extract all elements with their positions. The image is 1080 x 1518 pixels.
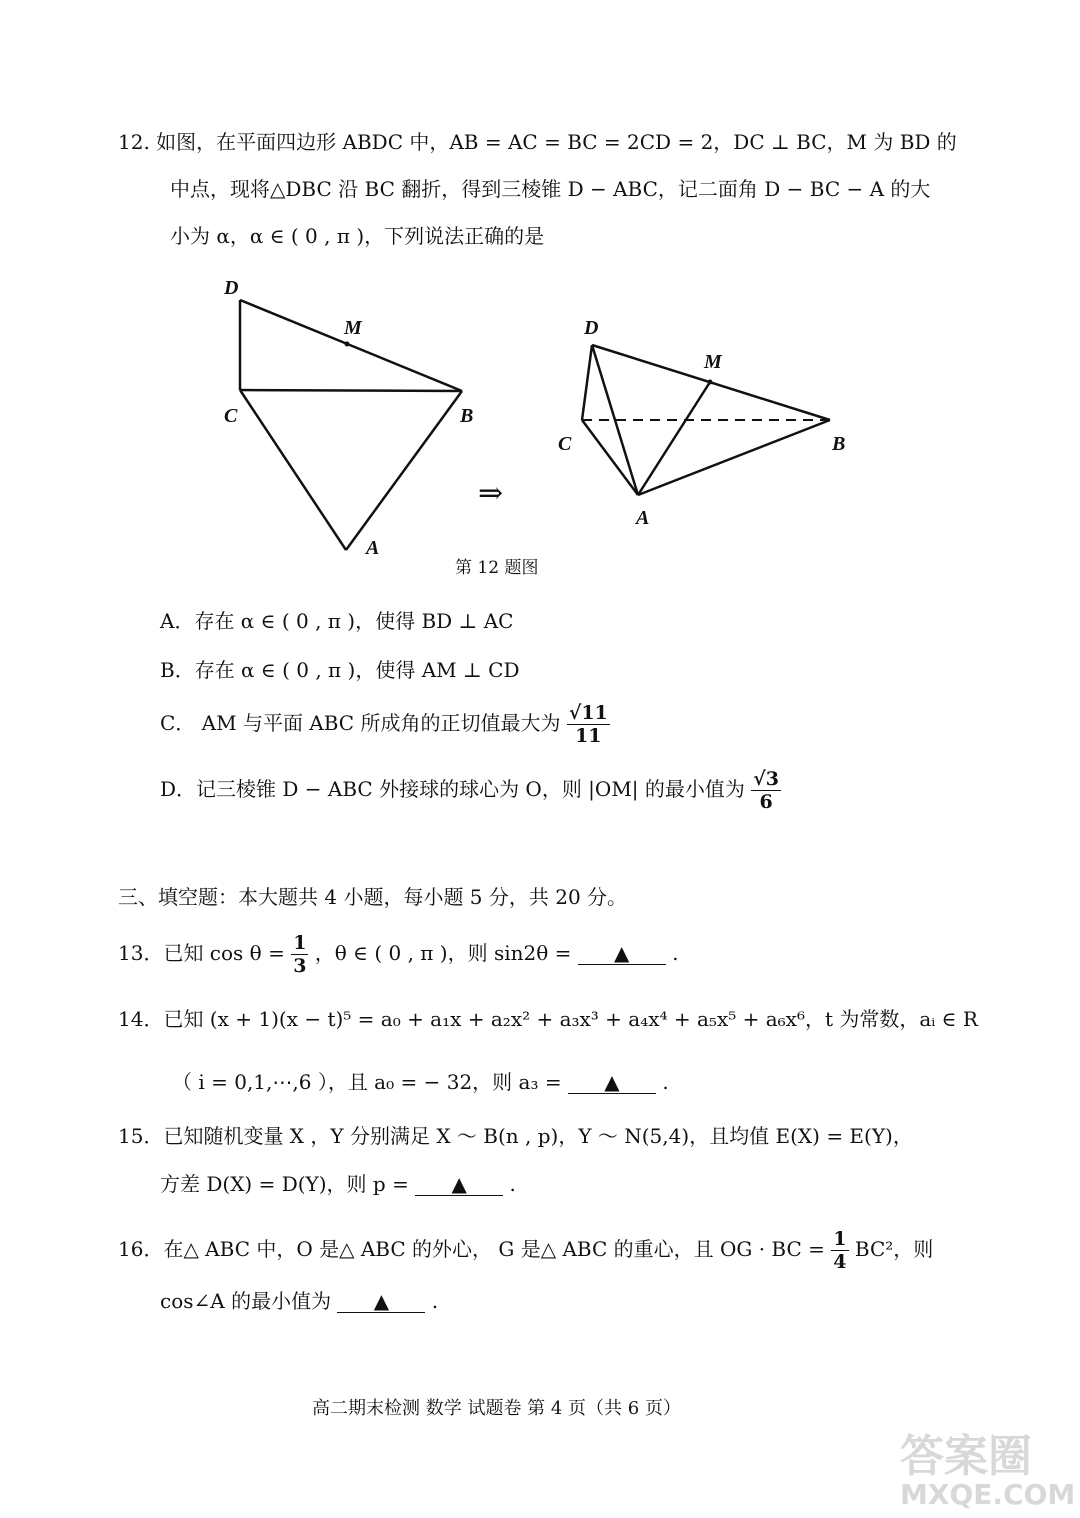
q12-option-c-denominator: 11 xyxy=(575,725,602,747)
q12-option-d xyxy=(160,768,781,813)
q16-line1-post: BC²，则 xyxy=(854,1237,934,1261)
q16-numerator: 1 xyxy=(833,1228,847,1250)
q16-end: . xyxy=(431,1289,439,1313)
q12-option-b: B．存在 α ∈ ( 0 , π )，使得 AM ⊥ CD xyxy=(160,658,520,682)
q13-end: . xyxy=(672,941,679,965)
q12-option-c-numerator: √11 xyxy=(568,702,608,724)
figure-caption: 第 12 题图 xyxy=(455,558,539,578)
q14-line2 xyxy=(172,1068,669,1096)
q12-line2: 中点，现将△DBC 沿 BC 翻折，得到三棱锥 D − ABC，记二面角 D − BC − A 的大 xyxy=(170,177,931,201)
q12-line3: 小为 α，α ∈ ( 0 , π )，下列说法正确的是 xyxy=(170,224,545,248)
watermark-url: MXQE.COM xyxy=(900,1478,1076,1511)
q15-line1: 15．已知随机变量 X ，Y 分别满足 X ～ B(n , p)，Y ～ N(5,4)，且均值 E(X) = E(Y)， xyxy=(118,1124,913,1148)
q12-option-d-numerator: √3 xyxy=(753,768,779,790)
q16-line2-pre: cos∠A 的最小值为 xyxy=(160,1289,332,1313)
q16-fraction xyxy=(831,1228,848,1273)
section-heading: 三、填空题：本大题共 4 小题，每小题 5 分，共 20 分。 xyxy=(118,885,628,909)
q13 xyxy=(118,932,678,977)
fig1-label-A: A xyxy=(366,537,380,559)
q16-line1-pre: 16．在△ ABC 中，O 是△ ABC 的外心， G 是△ ABC 的重心，且 OG · BC = xyxy=(118,1237,825,1261)
page-footer: 高二期末检测 数学 试题卷 第 4 页（共 6 页） xyxy=(312,1398,681,1419)
q12-option-c xyxy=(160,702,610,747)
q13-numerator: 1 xyxy=(293,932,307,954)
q15-end: . xyxy=(509,1172,516,1196)
q13-fraction xyxy=(291,932,308,977)
fig2-label-B: B xyxy=(832,433,846,455)
q14-answer-blank[interactable]: ▲ xyxy=(568,1071,656,1094)
q13-answer-blank[interactable]: ▲ xyxy=(578,942,666,965)
fig2-label-M: M xyxy=(704,351,722,373)
q12-line1: 12. 如图，在平面四边形 ABDC 中，AB = AC = BC = 2CD = 2，DC ⊥ BC，M 为 BD 的 xyxy=(118,130,957,154)
q12-option-c-text: C． AM 与平面 ABC 所成角的正切值最大为 xyxy=(160,711,561,735)
fig1-label-C: C xyxy=(224,405,238,427)
q12-option-d-fraction xyxy=(751,768,781,813)
figure-triangular-pyramid xyxy=(550,310,860,530)
q12-option-d-text: D．记三棱锥 D − ABC 外接球的球心为 O，则 |OM| 的最小值为 xyxy=(160,777,745,801)
fig2-label-D: D xyxy=(584,317,599,339)
q13-post: ，θ ∈ ( 0 , π )，则 sin2θ = xyxy=(314,941,572,965)
fig2-label-C: C xyxy=(558,433,572,455)
q16-line2 xyxy=(160,1287,438,1315)
q16-denominator: 4 xyxy=(833,1251,847,1273)
q12-option-d-denominator: 6 xyxy=(759,791,773,813)
q16-line1 xyxy=(118,1228,933,1273)
fig1-label-M: M xyxy=(344,317,362,339)
q12-option-c-fraction xyxy=(567,702,610,747)
fig2-label-A: A xyxy=(636,507,650,529)
fold-arrow: ⇒ xyxy=(478,476,504,511)
fig1-label-B: B xyxy=(460,405,474,427)
q13-denominator: 3 xyxy=(293,955,307,977)
q14-line1: 14．已知 (x + 1)(x − t)⁵ = a₀ + a₁x + a₂x² + a₃x³ + a₄x⁴ + a₅x⁵ + a₆x⁶，t 为常数，aᵢ ∈ R xyxy=(118,1007,978,1031)
q16-answer-blank[interactable]: ▲ xyxy=(337,1290,425,1313)
figure-planar-quadrilateral xyxy=(210,270,500,570)
q14-line2-pre: （ i = 0,1,⋯,6 ），且 a₀ = − 32，则 a₃ = xyxy=(172,1070,562,1094)
q13-pre: 13．已知 cos θ = xyxy=(118,941,285,965)
q15-line2 xyxy=(160,1170,516,1198)
fig1-label-D: D xyxy=(224,277,239,299)
q15-line2-pre: 方差 D(X) = D(Y)，则 p = xyxy=(160,1172,409,1196)
watermark-logo: 答案圈 xyxy=(900,1431,1032,1482)
q14-end: . xyxy=(662,1070,669,1094)
q15-answer-blank[interactable]: ▲ xyxy=(415,1173,503,1196)
q12-option-a: A．存在 α ∈ ( 0 , π )，使得 BD ⊥ AC xyxy=(160,609,514,633)
